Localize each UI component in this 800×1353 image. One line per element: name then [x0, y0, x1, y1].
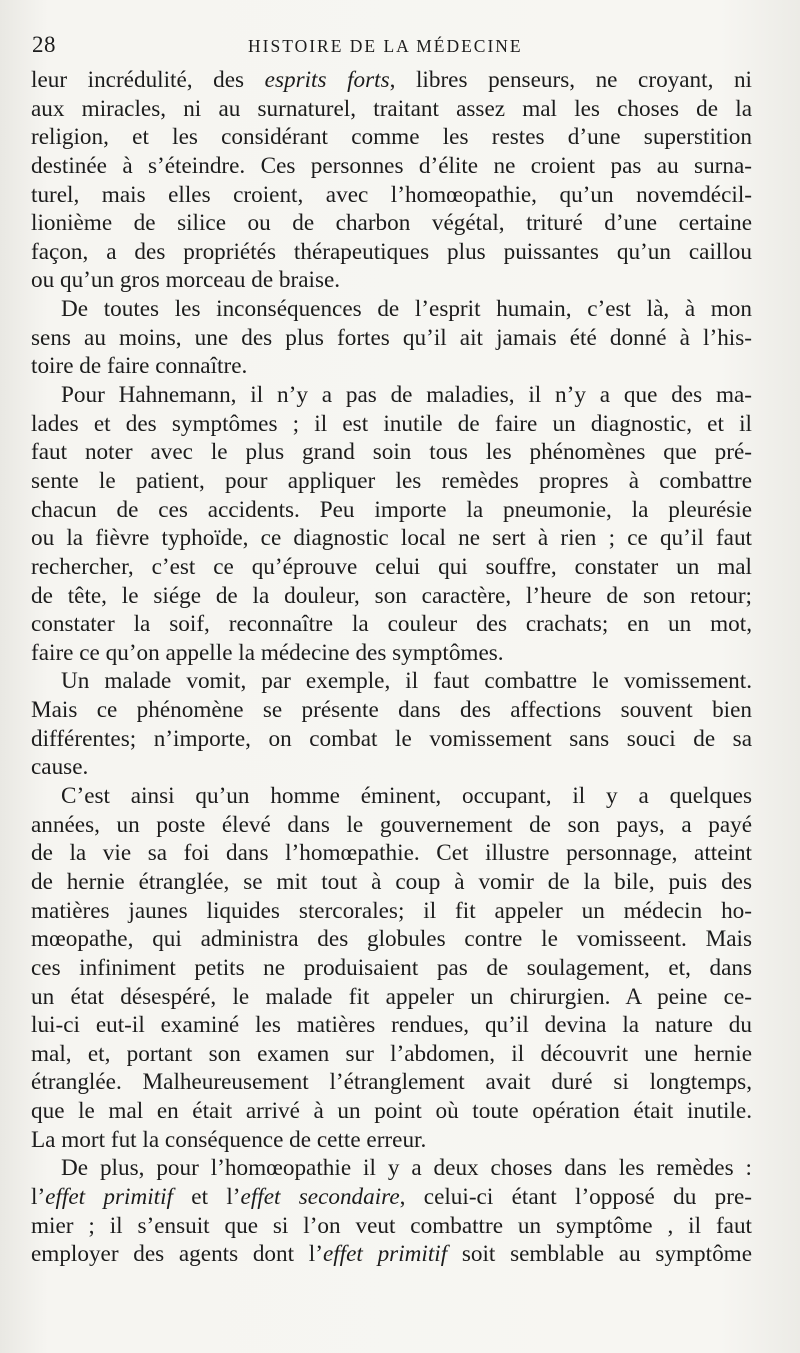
text-line: destinée à s’éteindre. Ces personnes d’élite ne croient pas au surna- [31, 152, 752, 179]
text-line: mier ; il s’ensuit que si l’on veut combattre un symptôme , il faut [31, 1212, 752, 1239]
text-line: sente le patient, pour appliquer les remèdes propres à combattre [31, 467, 752, 494]
text-line: aux miracles, ni au surnaturel, traitant assez mal les choses de la [31, 95, 752, 122]
text-line: de tête, le siége de la douleur, son caractère, l’heure de son retour; [31, 582, 752, 609]
text-line: lui-ci eut-il examiné les matières rendues, qu’il devina la nature du [31, 1012, 752, 1039]
text-line: ou la fièvre typhoïde, ce diagnostic local ne sert à rien ; ce qu’il faut [31, 525, 752, 552]
text-line: faut noter avec le plus grand soin tous les phénomènes que pré- [31, 439, 752, 466]
text-line: ou qu’un gros morceau de braise. [31, 267, 341, 294]
text-line: différentes; n’importe, on combat le vomissement sans souci de sa [31, 725, 752, 752]
text-line: constater la soif, reconnaître la couleur des crachats; en un mot, [31, 611, 752, 638]
text-line: matières jaunes liquides stercorales; il fit appeler un médecin ho- [31, 897, 752, 924]
page-number: 28 [32, 32, 56, 57]
page-header [32, 32, 732, 66]
text-line: un état désespéré, le malade fit appeler un chirurgien. A peine ce- [31, 983, 752, 1010]
text-line: façon, a des propriétés thérapeutiques plus puissantes qu’un caillou [31, 238, 752, 265]
text-line: étranglée. Malheureusement l’étranglement avait duré si longtemps, [31, 1069, 752, 1096]
text-line: mal, et, portant son examen sur l’abdomen, il découvrit une hernie [31, 1040, 752, 1067]
text-line: employer des agents dont l’effet primitif soit semblable au symptôme [31, 1241, 753, 1268]
text-line: mœopathe, qui administra des globules contre le vomisseent. Mais [31, 926, 752, 953]
text-line: De plus, pour l’homœopathie il y a deux choses dans les remèdes : [61, 1155, 752, 1182]
text-line: lionième de silice ou de charbon végétal, trituré d’une certaine [31, 210, 752, 237]
text-line: religion, et les considérant comme les restes d’une superstition [31, 124, 752, 151]
body-text [31, 66, 752, 1269]
text-line: De toutes les inconséquences de l’esprit humain, c’est là, à mon [61, 296, 752, 323]
text-line: de hernie étranglée, se mit tout à coup à vomir de la bile, puis des [31, 868, 752, 895]
text-line: toire de faire connaître. [31, 353, 248, 380]
text-line: Mais ce phénomène se présente dans des affections souvent bien [31, 697, 752, 724]
text-line: turel, mais elles croient, avec l’homœopathie, qu’un novemdécil- [31, 181, 752, 208]
text-line: rechercher, c’est ce qu’éprouve celui qui souffre, constater un mal [31, 553, 752, 580]
text-line: Un malade vomit, par exemple, il faut combattre le vomissement. [61, 668, 752, 695]
text-line: Pour Hahnemann, il n’y a pas de maladies, il n’y a que des ma- [61, 382, 752, 409]
text-line: C’est ainsi qu’un homme éminent, occupant, il y a quelques [61, 783, 752, 810]
text-line: faire ce qu’on appelle la médecine des symptômes. [31, 639, 504, 666]
text-line: l’effet primitif et l’effet secondaire, celui-ci étant l’opposé du pre- [31, 1183, 753, 1210]
text-line: lades et des symptômes ; il est inutile de faire un diagnostic, et il [31, 410, 752, 437]
text-line: La mort fut la conséquence de cette erreur. [31, 1126, 427, 1153]
text-line: leur incrédulité, des esprits forts, libres penseurs, ne croyant, ni [31, 67, 752, 93]
text-line: années, un poste élevé dans le gouvernement de son pays, a payé [31, 811, 752, 838]
text-line: chacun de ces accidents. Peu importe la pneumonie, la pleurésie [31, 496, 752, 523]
text-line: sens au moins, une des plus fortes qu’il ait jamais été donné à l’his- [31, 324, 752, 351]
text-line: ces infiniment petits ne produisaient pas de soulagement, et, dans [31, 954, 752, 981]
text-line: de la vie sa foi dans l’homœpathie. Cet illustre personnage, atteint [31, 840, 752, 867]
text-line: cause. [31, 754, 89, 781]
running-head: HISTOIRE DE LA MÉDECINE [248, 36, 523, 56]
text-line: que le mal en était arrivé à un point où toute opération était inutile. [31, 1098, 752, 1125]
